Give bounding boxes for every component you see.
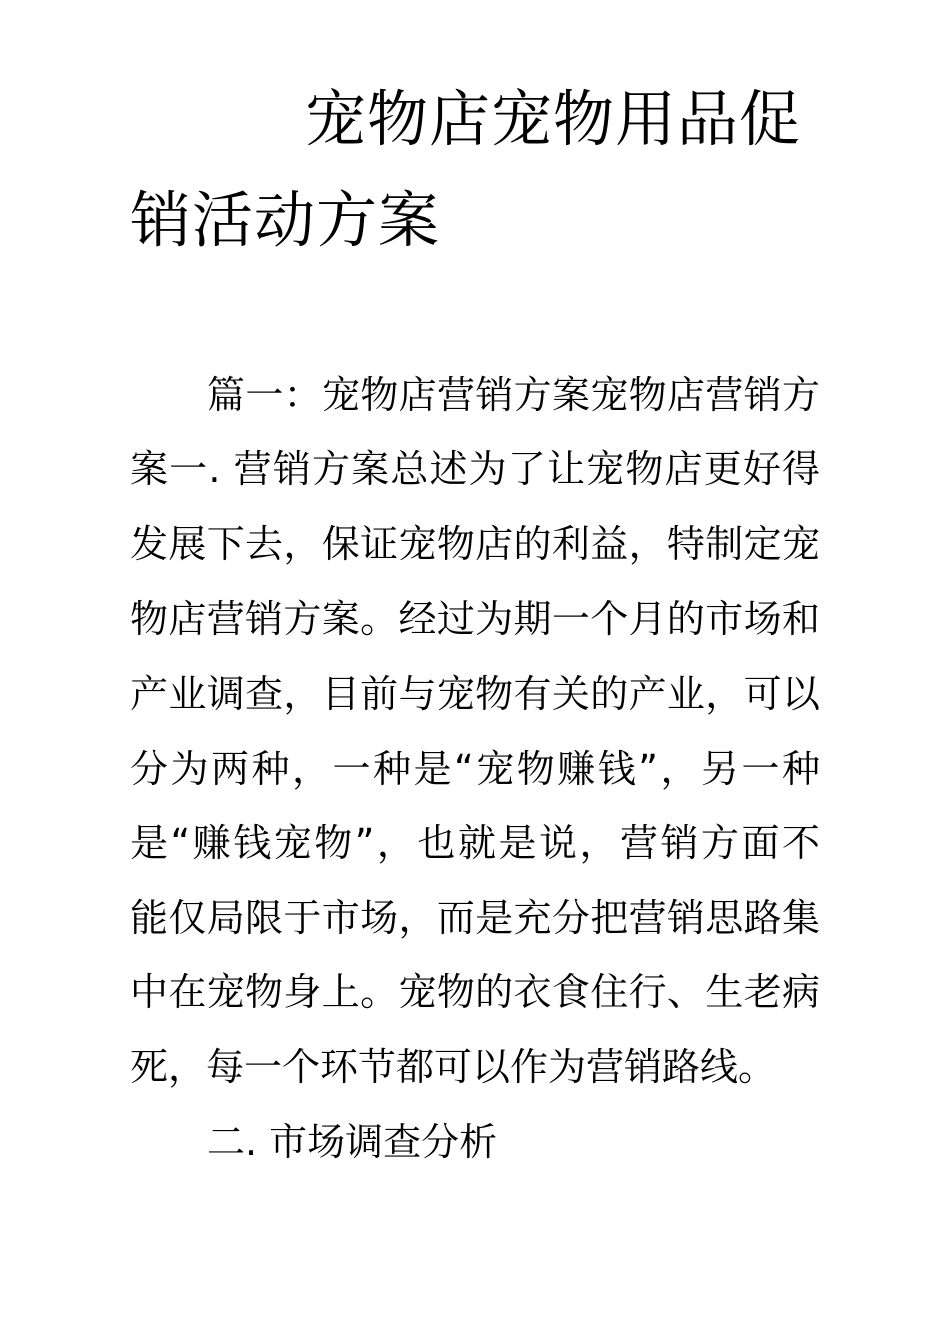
paragraph-line: 发展下去，保证宠物店的利益，特制定宠 bbox=[130, 522, 820, 566]
paragraph-line: 案一. 营销方案总述为了让宠物店更好得 bbox=[130, 447, 820, 491]
paragraph-line: 死，每一个环节都可以作为营销路线。 bbox=[130, 1045, 777, 1089]
document-title-line-1: 宠物店宠物用品促 bbox=[305, 84, 802, 155]
paragraph-line: 物店营销方案。经过为期一个月的市场和 bbox=[130, 597, 820, 641]
paragraph-line: 中在宠物身上。宠物的衣食住行、生老病 bbox=[130, 970, 820, 1014]
section-heading: 二. 市场调查分析 bbox=[207, 1120, 498, 1164]
paragraph-line: 分为两种，一种是“宠物赚钱”，另一种 bbox=[130, 747, 820, 791]
paragraph-line: 是“赚钱宠物”，也就是说，营销方面不 bbox=[130, 821, 820, 865]
paragraph-line: 能仅局限于市场，而是充分把营销思路集 bbox=[130, 896, 820, 940]
paragraph-line: 产业调查，目前与宠物有关的产业，可以 bbox=[130, 672, 820, 716]
paragraph-line: 篇一：宠物店营销方案宠物店营销方 bbox=[207, 373, 820, 417]
document-title-line-2: 销活动方案 bbox=[130, 185, 441, 256]
